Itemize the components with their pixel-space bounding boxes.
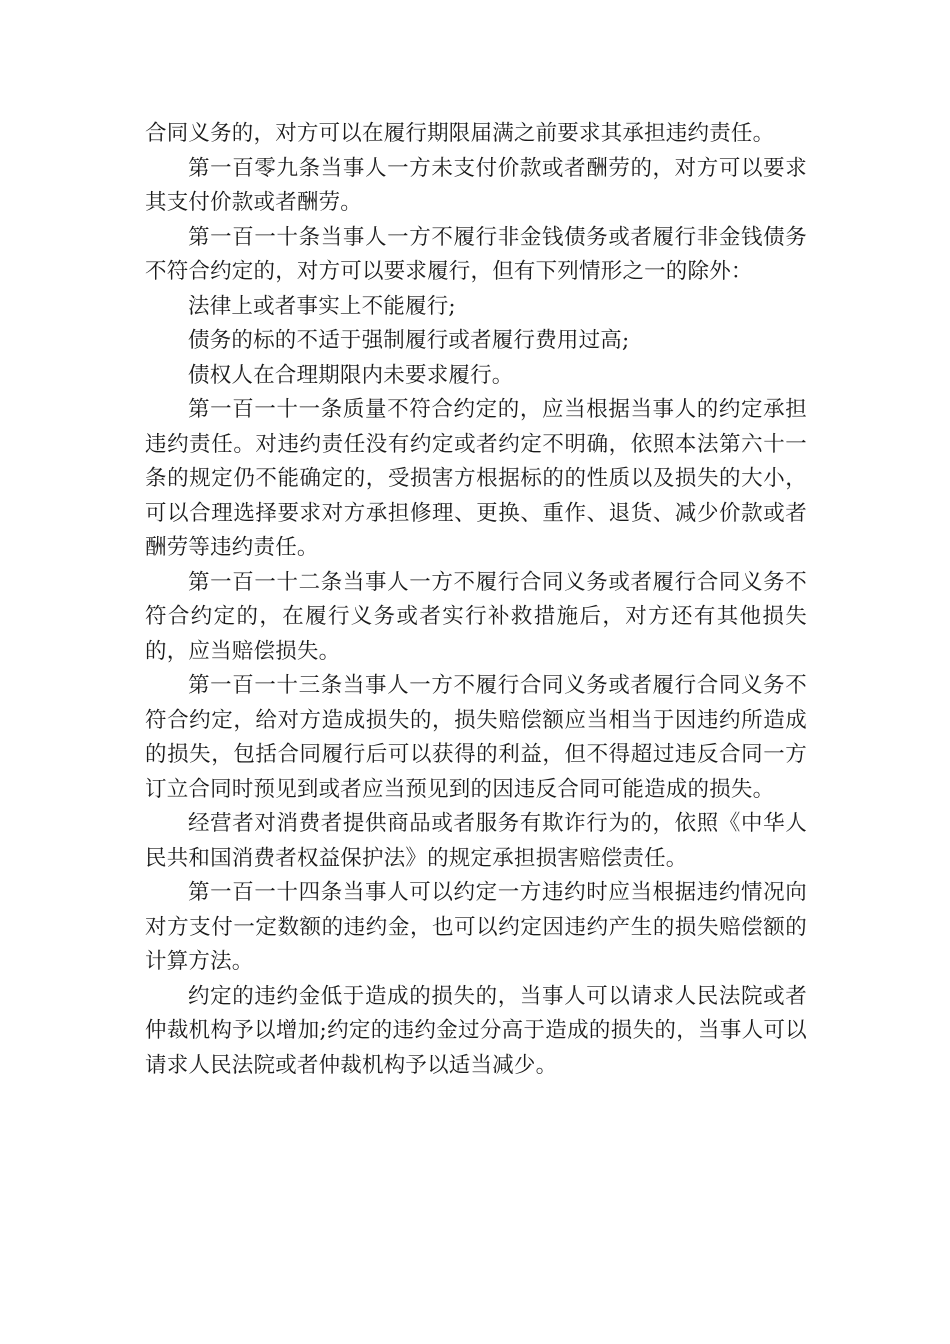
paragraph-liquidated-damages: 约定的违约金低于造成的损失的，当事人可以请求人民法院或者仲裁机构予以增加;约定的违约金过分高于造成的损失的，当事人可以请求人民法院或者仲裁机构予以适当减少。 bbox=[145, 983, 807, 1078]
paragraph-article-111: 第一百一十一条质量不符合约定的，应当根据当事人的约定承担违约责任。对违约责任没有约定或者约定不明确，依照本法第六十一条的规定仍不能确定的，受损害方根据标的的性质以及损失的大小，可以合理选择要求对方承担修理、更换、重作、退货、减少价款或者酬劳等违约责任。 bbox=[145, 397, 807, 560]
paragraph-exception-1: 法律上或者事实上不能履行; bbox=[188, 293, 456, 319]
paragraph-exception-2: 债务的标的不适于强制履行或者履行费用过高; bbox=[188, 328, 630, 353]
paragraph-exception-3: 债权人在合理期限内未要求履行。 bbox=[188, 362, 514, 388]
paragraph-consumer-fraud: 经营者对消费者提供商品或者服务有欺诈行为的，依照《中华人民共和国消费者权益保护法》的规定承担损害赔偿责任。 bbox=[145, 811, 807, 871]
paragraph-article-114: 第一百一十四条当事人可以约定一方违约时应当根据违约情况向对方支付一定数额的违约金，也可以约定因违约产生的损失赔偿额的计算方法。 bbox=[145, 880, 807, 974]
paragraph-continuation: 合同义务的，对方可以在履行期限届满之前要求其承担违约责任。 bbox=[145, 121, 775, 146]
paragraph-article-109: 第一百零九条当事人一方未支付价款或者酬劳的，对方可以要求其支付价款或者酬劳。 bbox=[145, 155, 807, 215]
document-body bbox=[145, 117, 807, 1083]
paragraph-article-113: 第一百一十三条当事人一方不履行合同义务或者履行合同义务不符合约定，给对方造成损失的，损失赔偿额应当相当于因违约所造成的损失，包括合同履行后可以获得的利益，但不得超过违反合同一方订立合同时预见到或者应当预见到的因违反合同可能造成的损失。 bbox=[145, 673, 807, 802]
paragraph-article-112: 第一百一十二条当事人一方不履行合同义务或者履行合同义务不符合约定的，在履行义务或者实行补救措施后，对方还有其他损失的，应当赔偿损失。 bbox=[145, 569, 807, 664]
paragraph-article-110: 第一百一十条当事人一方不履行非金钱债务或者履行非金钱债务不符合约定的，对方可以要求履行，但有下列情形之一的除外： bbox=[145, 224, 807, 284]
